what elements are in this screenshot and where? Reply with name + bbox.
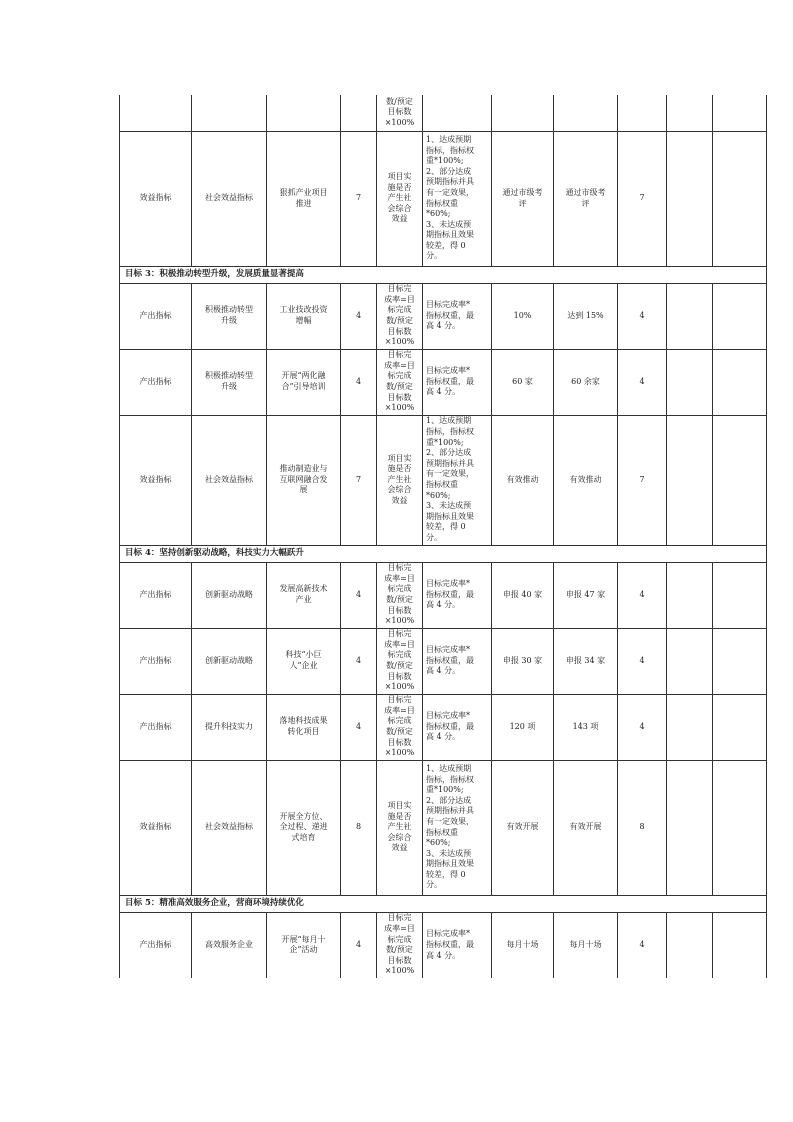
table-cell	[618, 95, 667, 131]
table-cell: 目标完成率* 指标权重，最 高 4 分。	[423, 694, 492, 760]
table-row	[120, 95, 767, 131]
table-row	[120, 131, 767, 266]
table-cell: 社会效益指标	[192, 131, 267, 266]
table-cell: 工业技改投资 增幅	[267, 283, 341, 349]
table-cell: 达到 15%	[554, 283, 618, 349]
table-cell	[713, 562, 767, 628]
table-cell: 高效服务企业	[192, 912, 267, 978]
table-cell: 4	[618, 562, 667, 628]
table-cell	[667, 694, 713, 760]
table-cell	[192, 95, 267, 131]
table-cell: 提升科技实力	[192, 694, 267, 760]
table-cell: 8	[341, 760, 377, 895]
table-cell: 目标完成率* 指标权重，最 高 4 分。	[423, 628, 492, 694]
table-cell: 4	[341, 349, 377, 415]
goal-heading: 目标 3：积极推动转型升级，发展质量显著提高	[120, 266, 767, 283]
table-cell	[667, 283, 713, 349]
table-cell: 目标完成率* 指标权重，最 高 4 分。	[423, 912, 492, 978]
table-cell	[667, 562, 713, 628]
table-row	[120, 415, 767, 545]
table-cell: 目标完 成率=目 标完成 数/预定 目标数 ×100%	[377, 694, 423, 760]
table-row	[120, 628, 767, 694]
table-cell	[713, 694, 767, 760]
table-cell	[667, 760, 713, 895]
table-cell: 4	[341, 283, 377, 349]
table-cell: 开展全方位、 全过程、递进 式培育	[267, 760, 341, 895]
table-cell: 落地科技成果 转化项目	[267, 694, 341, 760]
table-cell: 有效推动	[554, 415, 618, 545]
table-cell	[341, 95, 377, 131]
table-cell: 有效开展	[492, 760, 554, 895]
table-cell	[713, 95, 767, 131]
table-cell: 开展“每月十 企”活动	[267, 912, 341, 978]
goal-row	[120, 266, 767, 283]
table-cell: 申报 34 家	[554, 628, 618, 694]
table-cell	[713, 628, 767, 694]
table-cell: 目标完 成率=目 标完成 数/预定 目标数 ×100%	[377, 912, 423, 978]
table-cell: 效益指标	[120, 131, 192, 266]
table-cell	[667, 349, 713, 415]
table-cell: 4	[618, 694, 667, 760]
table-cell: 4	[618, 349, 667, 415]
table-cell	[492, 95, 554, 131]
table-cell: 4	[618, 628, 667, 694]
table-cell: 4	[618, 912, 667, 978]
table-cell: 效益指标	[120, 760, 192, 895]
table-cell: 目标完 成率=目 标完成 数/预定 目标数 ×100%	[377, 349, 423, 415]
table-cell: 每月十场	[554, 912, 618, 978]
table-cell: 产出指标	[120, 628, 192, 694]
table-cell: 积极推动转型 升级	[192, 283, 267, 349]
table-cell: 通过市级考 评	[554, 131, 618, 266]
table-cell: 120 项	[492, 694, 554, 760]
table-cell	[423, 95, 492, 131]
table-row	[120, 283, 767, 349]
table-cell: 产出指标	[120, 562, 192, 628]
table-cell	[713, 912, 767, 978]
table-cell: 7	[341, 415, 377, 545]
table-cell: 60 家	[492, 349, 554, 415]
table-row	[120, 694, 767, 760]
table-cell: 项目实 施是否 产生社 会综合 效益	[377, 760, 423, 895]
table-cell: 目标完成率* 指标权重，最 高 4 分。	[423, 349, 492, 415]
table-cell: 10%	[492, 283, 554, 349]
table-cell	[120, 95, 192, 131]
table-cell	[667, 95, 713, 131]
table-cell: 数/预定 目标数 ×100%	[377, 95, 423, 131]
table-cell: 4	[618, 283, 667, 349]
table-cell: 7	[618, 131, 667, 266]
table-cell: 效益指标	[120, 415, 192, 545]
goal-row	[120, 895, 767, 912]
table-cell: 4	[341, 694, 377, 760]
table-cell: 4	[341, 912, 377, 978]
table-cell: 1、达成预期 指标，指标权 重*100%; 2、部分达成 预期指标并具 有一定效果， 指标权重 *60%; 3、未达成预 期指标且效果 较差，得 0 分。	[423, 415, 492, 545]
goal-heading: 目标 4：坚持创新驱动战略，科技实力大幅跃升	[120, 545, 767, 562]
table-cell: 143 项	[554, 694, 618, 760]
table-cell	[713, 760, 767, 895]
table-cell: 7	[341, 131, 377, 266]
table-cell: 申报 47 家	[554, 562, 618, 628]
table-cell	[554, 95, 618, 131]
table-cell: 产出指标	[120, 694, 192, 760]
table-cell	[713, 131, 767, 266]
table-row	[120, 349, 767, 415]
table-cell: 8	[618, 760, 667, 895]
table-cell: 产出指标	[120, 912, 192, 978]
table-cell: 目标完 成率=目 标完成 数/预定 目标数 ×100%	[377, 562, 423, 628]
table-cell: 社会效益指标	[192, 760, 267, 895]
table-cell: 产出指标	[120, 283, 192, 349]
table-cell: 创新驱动战略	[192, 562, 267, 628]
table-cell: 申报 30 家	[492, 628, 554, 694]
table-cell	[713, 415, 767, 545]
table-cell	[713, 349, 767, 415]
table-cell: 积极推动转型 升级	[192, 349, 267, 415]
table-row	[120, 760, 767, 895]
table-cell: 狠抓产业项目 推进	[267, 131, 341, 266]
table-cell: 60 余家	[554, 349, 618, 415]
table-cell: 推动制造业与 互联网融合发 展	[267, 415, 341, 545]
table-cell: 开展“两化融 合”引导培训	[267, 349, 341, 415]
table-cell: 4	[341, 562, 377, 628]
table-cell: 1、达成预期 指标，指标权 重*100%; 2、部分达成 预期指标并具 有一定效果， 指标权重 *60%; 3、未达成预 期指标且效果 较差，得 0 分。	[423, 760, 492, 895]
table-cell: 有效推动	[492, 415, 554, 545]
table-cell: 目标完成率* 指标权重，最 高 4 分。	[423, 562, 492, 628]
table-cell: 1、达成预期 指标，指标权 重*100%; 2、部分达成 预期指标并具 有一定效果， 指标权重 *60%; 3、未达成预 期指标且效果 较差，得 0 分。	[423, 131, 492, 266]
table-cell	[267, 95, 341, 131]
table-cell: 目标完成率* 指标权重，最 高 4 分。	[423, 283, 492, 349]
table-cell	[667, 131, 713, 266]
table-cell	[667, 628, 713, 694]
table-cell: 科技“小巨 人”企业	[267, 628, 341, 694]
table-cell	[713, 283, 767, 349]
table-cell: 产出指标	[120, 349, 192, 415]
table-cell: 发展高新技术 产业	[267, 562, 341, 628]
table-cell: 创新驱动战略	[192, 628, 267, 694]
table-row	[120, 912, 767, 978]
performance-indicator-table	[119, 95, 767, 978]
table-cell: 通过市级考 评	[492, 131, 554, 266]
table-cell: 4	[341, 628, 377, 694]
table-cell: 项目实 施是否 产生社 会综合 效益	[377, 415, 423, 545]
table-cell: 7	[618, 415, 667, 545]
table-cell: 申报 40 家	[492, 562, 554, 628]
table-cell: 每月十场	[492, 912, 554, 978]
table-cell	[667, 415, 713, 545]
table-row	[120, 562, 767, 628]
goal-row	[120, 545, 767, 562]
table-cell: 有效开展	[554, 760, 618, 895]
goal-heading: 目标 5：精准高效服务企业，营商环境持续优化	[120, 895, 767, 912]
table-cell: 目标完 成率=目 标完成 数/预定 目标数 ×100%	[377, 283, 423, 349]
table-cell	[667, 912, 713, 978]
table-cell: 目标完 成率=目 标完成 数/预定 目标数 ×100%	[377, 628, 423, 694]
table-cell: 社会效益指标	[192, 415, 267, 545]
table-cell: 项目实 施是否 产生社 会综合 效益	[377, 131, 423, 266]
